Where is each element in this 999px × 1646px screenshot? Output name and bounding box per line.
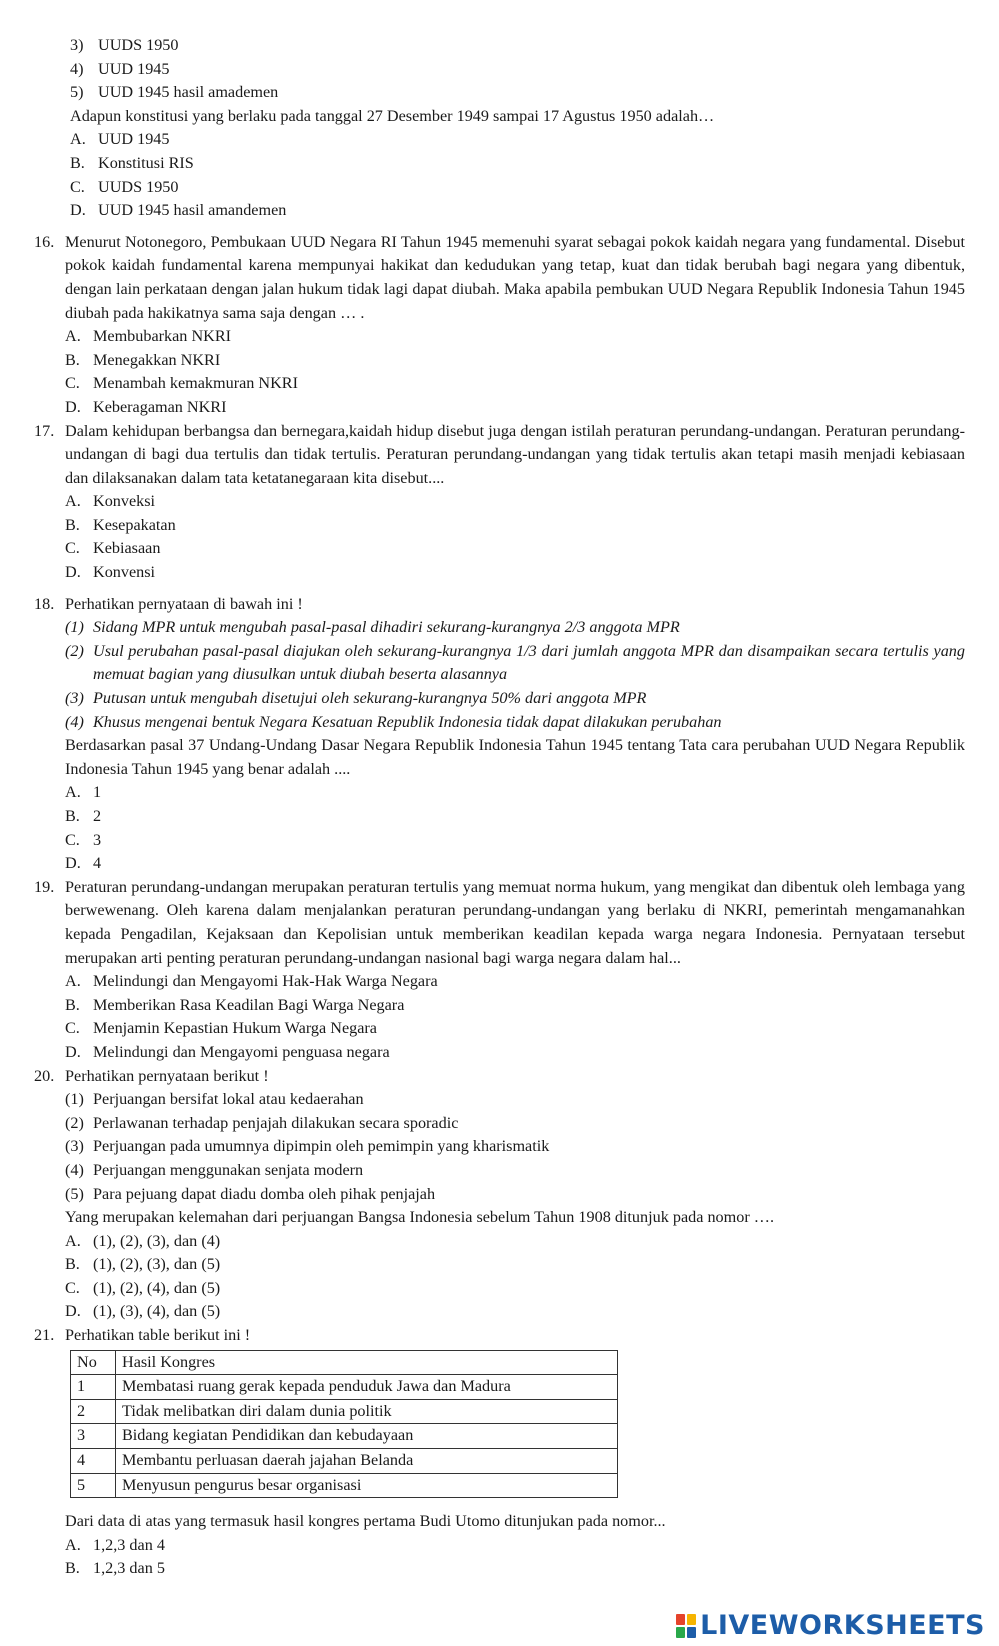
option-text: 1,2,3 dan 5 (93, 1559, 165, 1578)
table-header-row (71, 1350, 618, 1375)
option-text: Memberikan Rasa Keadilan Bagi Warga Negara (93, 995, 405, 1014)
logo-text: LIVEWORKSHEETS (700, 1610, 985, 1642)
option-b[interactable] (70, 152, 965, 176)
liveworksheets-logo-icon (676, 1614, 696, 1638)
question-text: Perhatikan pernyataan di bawah ini ! (65, 594, 303, 613)
item-text: Para pejuang dapat diadu domba oleh pihak penjajah (93, 1184, 436, 1203)
option-d[interactable] (70, 199, 965, 223)
option-a[interactable] (65, 1534, 965, 1558)
table-cell: Membantu perluasan daerah jajahan Belanda (116, 1449, 618, 1474)
list-item (70, 34, 965, 58)
option-text: (1), (3), (4), dan (5) (93, 1302, 221, 1321)
question-number: 21. (34, 1326, 55, 1345)
worksheet-page (0, 34, 999, 1581)
table-cell: 3 (71, 1424, 116, 1449)
item-number: (4) (65, 1160, 84, 1179)
item-number: 5) (70, 83, 84, 102)
option-b[interactable] (65, 994, 965, 1018)
option-letter: B. (65, 807, 80, 825)
option-c[interactable] (65, 1277, 965, 1301)
option-b[interactable] (65, 514, 965, 538)
item-text: Perjuangan menggunakan senjata modern (93, 1160, 364, 1179)
option-letter: D. (70, 201, 86, 220)
question-stem: Berdasarkan pasal 37 Undang-Undang Dasar Negara Republik Indonesia Tahun 1945 tentang Tata cara perubahan UUD Negara Republik Indonesia Tahun 1945 yang benar adalah .... (65, 736, 965, 778)
option-a[interactable] (65, 1230, 965, 1254)
question-18 (0, 593, 999, 876)
statement-item (65, 616, 965, 640)
option-c[interactable] (70, 176, 965, 200)
statement-item (65, 1112, 965, 1136)
option-letter: D. (65, 854, 81, 873)
option-b[interactable] (65, 1557, 965, 1581)
item-text: Sidang MPR untuk mengubah pasal-pasal dihadiri sekurang-kurangnya 2/3 anggota MPR (93, 618, 680, 637)
option-letter: C. (65, 539, 80, 558)
option-text: Kebiasaan (93, 539, 161, 558)
option-letter: C. (65, 374, 80, 393)
table-row (71, 1424, 618, 1449)
option-letter: D. (65, 1302, 81, 1321)
question-stem: Yang merupakan kelemahan dari perjuangan Bangsa Indonesia sebelum Tahun 1908 ditunjuk pada nomor …. (65, 1208, 774, 1227)
option-letter: B. (70, 153, 85, 172)
question-17 (0, 420, 999, 585)
table-cell: 1 (71, 1375, 116, 1400)
logo-square-blue (687, 1627, 696, 1638)
item-text: Putusan untuk mengubah disetujui oleh sekurang-kurangnya 50% dari anggota MPR (93, 689, 647, 708)
item-number: (1) (65, 1090, 84, 1109)
option-text: Konveksi (93, 492, 156, 511)
option-letter: B. (65, 1559, 80, 1578)
table-cell: 5 (71, 1473, 116, 1498)
question-number: 16. (34, 232, 55, 251)
question-text: Menurut Notonegoro, Pembukaan UUD Negara RI Tahun 1945 memenuhi syarat sebagai pokok kaidah negara yang fundamental. Disebut pokok kaidah fundamental karena mempunyai hakikat dan kedudukan yang tetap, kuat dan tidak berubah bagi negara yang dibentuk, dengan lain perkataan dengan jalan hukum tidak lagi dapat diubah. Maka apabila pembukan UUD Negara Republik Indonesia Tahun 1945 diubah pada hakikatnya sama saja dengan … . (65, 232, 965, 322)
statement-item (65, 1088, 965, 1112)
option-a[interactable] (70, 128, 965, 152)
question-text: Dalam kehidupan berbangsa dan bernegara,kaidah hidup disebut juga dengan istilah peraturan perundang-undangan. Peraturan perundang-undangan di bagi dua tertulis dan tidak tertulis. Peraturan perundang-undangan yang tidak tertulis akan tetapi masih menjadi kebiasaan dan dilaksanakan dalam tata ketatanegaraan kita disebut.... (65, 421, 965, 487)
option-letter: A. (65, 1231, 81, 1250)
option-d[interactable] (65, 396, 965, 420)
kongres-table (70, 1350, 618, 1499)
question-text: Peraturan perundang-undangan merupakan peraturan tertulis yang memuat norma hukum, yang mengikat dan dibentuk oleh lembaga yang berwewenang. Oleh karena dalam menjalankan peraturan perundang-undangan yang berlaku di NKRI, pemerintah mengamanahkan kepada Pengadilan, Kejaksaan dan Kepolisian untuk memberikan keadilan kepada warga negara Indonesia. Pernyataan tersebut merupakan arti penting peraturan perundang-undangan nasional bagi warga negara dalam hal... (65, 877, 965, 967)
item-text: Perjuangan pada umumnya dipimpin oleh pemimpin yang kharismatik (93, 1137, 550, 1156)
option-a[interactable] (65, 490, 965, 514)
item-number: (3) (65, 689, 84, 708)
option-letter: A. (65, 327, 81, 346)
list-item (70, 81, 965, 105)
option-text: 3 (93, 830, 102, 849)
question-stem: Adapun konstitusi yang berlaku pada tanggal 27 Desember 1949 sampai 17 Agustus 1950 adalah… (70, 106, 715, 125)
option-text: Kesepakatan (93, 515, 176, 534)
liveworksheets-logo[interactable] (676, 1610, 985, 1642)
table-cell: 2 (71, 1399, 116, 1424)
option-text: Konstitusi RIS (98, 153, 194, 172)
option-letter: D. (65, 563, 81, 582)
option-letter: A. (65, 1535, 81, 1554)
option-letter: B. (65, 1255, 80, 1274)
option-text: UUD 1945 (98, 130, 170, 149)
list-item (70, 58, 965, 82)
option-text: UUDS 1950 (98, 177, 179, 196)
item-number: 4) (70, 59, 84, 78)
item-number: (4) (65, 712, 84, 731)
question-16 (0, 231, 999, 420)
question-19 (0, 876, 999, 1065)
option-c[interactable] (65, 537, 965, 561)
table-cell: 4 (71, 1449, 116, 1474)
item-number: (5) (65, 1184, 84, 1203)
statement-item (65, 1135, 965, 1159)
option-text: Membubarkan NKRI (93, 327, 232, 346)
q15-items (0, 34, 999, 223)
item-text: Usul perubahan pasal-pasal diajukan oleh sekurang-kurangnya 1/3 dari jumlah anggota MPR dan disampaikan secara tertulis yang memuat bagian yang diusulkan untuk diubah beserta alasannya (93, 641, 965, 684)
option-text: (1), (2), (3), dan (5) (93, 1255, 221, 1274)
option-letter: C. (65, 830, 80, 849)
option-text: Melindungi dan Mengayomi penguasa negara (93, 1042, 390, 1061)
option-letter: B. (65, 995, 80, 1014)
option-text: 1 (93, 783, 102, 802)
option-letter: A. (65, 783, 81, 802)
option-a[interactable] (65, 325, 965, 349)
option-letter: A. (65, 492, 81, 511)
option-text: Menjamin Kepastian Hukum Warga Negara (93, 1019, 377, 1038)
logo-square-yellow (687, 1614, 696, 1625)
option-text: (1), (2), (4), dan (5) (93, 1278, 221, 1297)
option-text: Keberagaman NKRI (93, 397, 227, 416)
table-cell: Tidak melibatkan diri dalam dunia politik (116, 1399, 618, 1424)
table-row (71, 1449, 618, 1474)
question-number: 19. (34, 877, 55, 896)
option-d[interactable] (65, 1041, 965, 1065)
item-text: UUDS 1950 (98, 36, 179, 54)
question-text: Perhatikan table berikut ini ! (65, 1326, 251, 1345)
option-text: Konvensi (93, 563, 156, 582)
logo-square-green (676, 1627, 685, 1638)
item-number: (2) (65, 1113, 84, 1132)
item-text: Khusus mengenai bentuk Negara Kesatuan Republik Indonesia tidak dapat dilakukan perubahan (93, 712, 722, 731)
question-number: 18. (34, 594, 55, 613)
statement-item (65, 687, 965, 711)
question-20 (0, 1065, 999, 1325)
item-number: (2) (65, 641, 84, 660)
table-cell: Menyusun pengurus besar organisasi (116, 1473, 618, 1498)
table-cell: Membatasi ruang gerak kepada penduduk Jawa dan Madura (116, 1375, 618, 1400)
option-letter: B. (65, 350, 80, 369)
option-letter: C. (70, 177, 85, 196)
item-number: 3) (70, 36, 84, 54)
question-text: Perhatikan pernyataan berikut ! (65, 1066, 269, 1085)
item-text: UUD 1945 hasil amademen (98, 83, 279, 102)
option-d[interactable] (65, 852, 965, 876)
statement-item (65, 1159, 965, 1183)
option-letter: D. (65, 1042, 81, 1061)
table-header: Hasil Kongres (116, 1350, 618, 1375)
statement-item (65, 711, 965, 735)
option-c[interactable] (65, 829, 965, 853)
option-b[interactable] (65, 349, 965, 373)
question-number: 17. (34, 421, 55, 440)
option-a[interactable] (65, 970, 965, 994)
option-letter: C. (65, 1278, 80, 1297)
option-text: Menambah kemakmuran NKRI (93, 374, 298, 393)
item-number: (1) (65, 618, 84, 637)
option-text: 4 (93, 854, 102, 873)
option-letter: B. (65, 515, 80, 534)
question-number: 20. (34, 1066, 55, 1085)
logo-square-red (676, 1614, 685, 1625)
item-text: Perlawanan terhadap penjajah dilakukan secara sporadic (93, 1113, 459, 1132)
option-a[interactable] (65, 781, 965, 805)
option-letter: A. (70, 130, 86, 149)
table-cell: Bidang kegiatan Pendidikan dan kebudayaan (116, 1424, 618, 1449)
option-letter: A. (65, 972, 81, 991)
option-text: 2 (93, 807, 102, 825)
option-text: Melindungi dan Mengayomi Hak-Hak Warga Negara (93, 972, 438, 991)
option-d[interactable] (65, 561, 965, 585)
option-c[interactable] (65, 1017, 965, 1041)
option-text: Menegakkan NKRI (93, 350, 221, 369)
table-header: No (71, 1350, 116, 1375)
question-21 (0, 1324, 999, 1581)
option-c[interactable] (65, 372, 965, 396)
statement-item (65, 1183, 965, 1207)
option-letter: D. (65, 397, 81, 416)
option-text: UUD 1945 hasil amandemen (98, 201, 287, 220)
option-d[interactable] (65, 1300, 965, 1324)
statement-item (65, 640, 965, 687)
table-row (71, 1399, 618, 1424)
option-b[interactable] (65, 1253, 965, 1277)
option-letter: C. (65, 1019, 80, 1038)
item-text: Perjuangan bersifat lokal atau kedaerahan (93, 1090, 364, 1109)
option-text: (1), (2), (3), dan (4) (93, 1231, 221, 1250)
table-row (71, 1473, 618, 1498)
table-row (71, 1375, 618, 1400)
item-number: (3) (65, 1137, 84, 1156)
item-text: UUD 1945 (98, 59, 170, 78)
option-text: 1,2,3 dan 4 (93, 1535, 165, 1554)
question-stem: Dari data di atas yang termasuk hasil kongres pertama Budi Utomo ditunjukan pada nomor... (65, 1512, 666, 1531)
option-b[interactable] (65, 805, 965, 829)
